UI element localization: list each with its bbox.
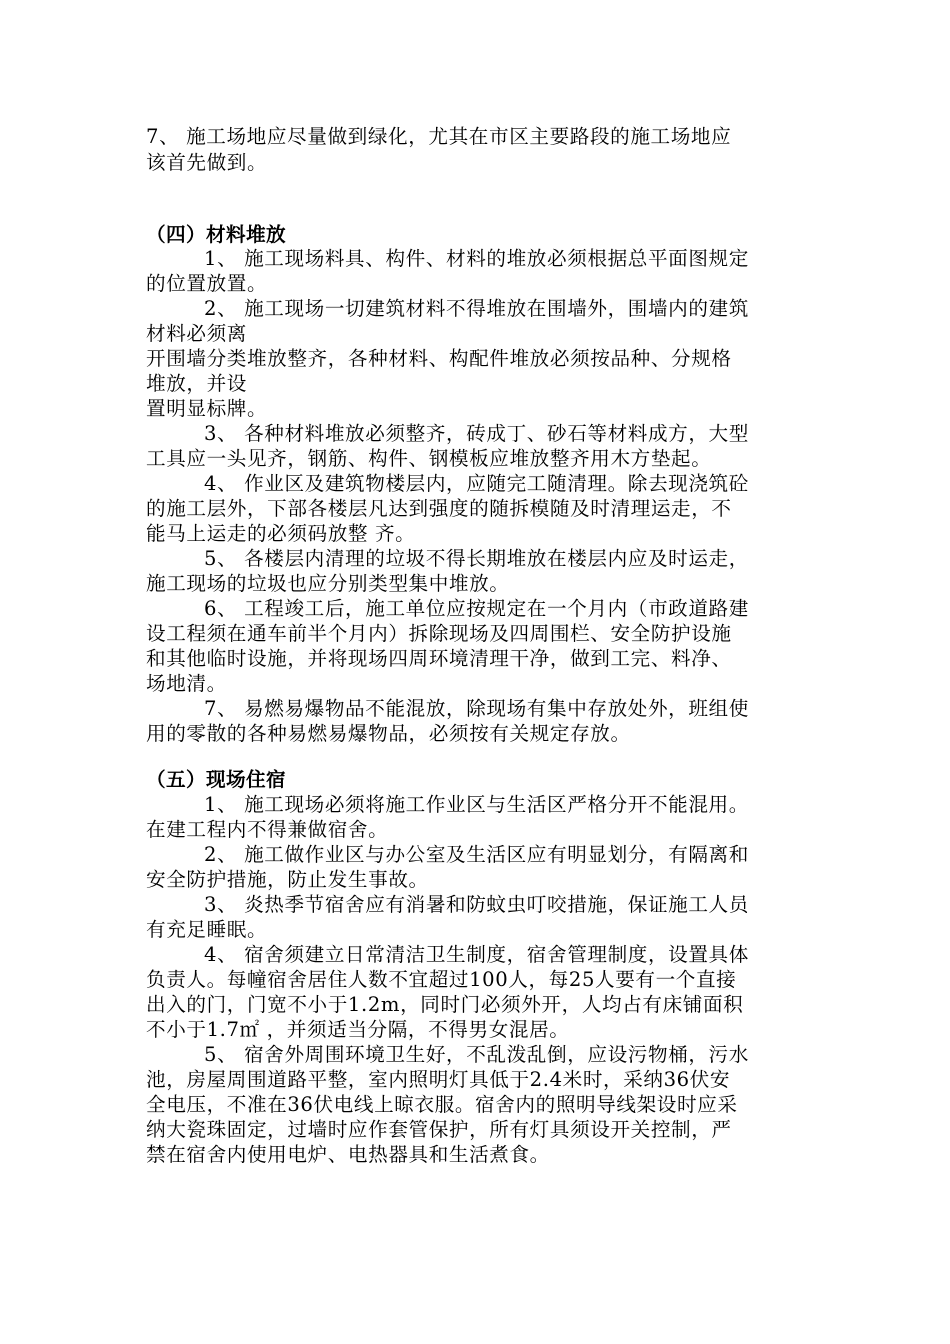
- text-line: 出入的门，门宽不小于1.2m，同时门必须外开，人均占有床铺面积: [146, 993, 744, 1016]
- text-line: 设工程须在通车前半个月内）拆除现场及四周围栏、安全防护设施: [146, 622, 732, 645]
- text-line: 禁在宿舍内使用电炉、电热器具和生活煮食。: [146, 1143, 550, 1166]
- text-line: 1、 施工现场必须将施工作业区与生活区严格分开不能混用。: [204, 793, 749, 816]
- text-line: 5、 各楼层内清理的垃圾不得长期堆放在楼层内应及时运走，: [204, 547, 749, 570]
- text-line: 材料必须离: [146, 322, 247, 345]
- text-line: 该首先做到。: [146, 151, 268, 174]
- text-line: 3、 炎热季节宿舍应有消暑和防蚊虫叮咬措施，保证施工人员: [204, 893, 749, 916]
- text-line: 能马上运走的必须码放整 齐。: [146, 522, 416, 545]
- text-line: 负责人。每幢宿舍居住人数不宜超过100人，每25人要有一个直接: [146, 968, 737, 991]
- text-line: 纳大瓷珠固定，过墙时应作套管保护，所有灯具须设开关控制，严: [146, 1118, 732, 1141]
- text-line: 2、 施工做作业区与办公室及生活区应有明显划分，有隔离和: [204, 843, 749, 866]
- text-line: 4、 作业区及建筑物楼层内，应随完工随清理。除去现浇筑砼: [204, 472, 749, 495]
- section-heading-housing: （五）现场住宿: [146, 768, 286, 791]
- text-line: 在建工程内不得兼做宿舍。: [146, 818, 389, 841]
- text-line: 开围墙分类堆放整齐，各种材料、构配件堆放必须按品种、分规格: [146, 347, 732, 370]
- text-line: 5、 宿舍外周围环境卫生好，不乱泼乱倒，应设污物桶，污水: [204, 1043, 749, 1066]
- text-line: 7、 施工场地应尽量做到绿化，尤其在市区主要路段的施工场地应: [146, 125, 732, 148]
- text-line: 施工现场的垃圾也应分别类型集中堆放。: [146, 572, 510, 595]
- text-line: 堆放，并设: [146, 372, 247, 395]
- text-line: 6、 工程竣工后，施工单位应按规定在一个月内（市政道路建: [204, 597, 749, 620]
- text-line: 工具应一头见齐，钢筋、构件、钢模板应堆放整齐用木方垫起。: [146, 447, 712, 470]
- text-line: 的位置放置。: [146, 272, 268, 295]
- text-line: 不小于1.7㎡ ，并须适当分隔，不得男女混居。: [146, 1018, 570, 1041]
- text-line: 的施工层外，下部各楼层凡达到强度的随拆模随及时清理运走，不: [146, 497, 732, 520]
- text-line: 用的零散的各种易燃易爆物品，必须按有关规定存放。: [146, 722, 631, 745]
- text-line: 1、 施工现场料具、构件、材料的堆放必须根据总平面图规定: [204, 247, 749, 270]
- section-heading-materials: （四）材料堆放: [146, 223, 286, 246]
- text-line: 场地清。: [146, 672, 227, 695]
- text-line: 全电压，不准在36伏电线上晾衣服。宿舍内的照明导线架设时应采: [146, 1093, 738, 1116]
- text-line: 7、 易燃易爆物品不能混放，除现场有集中存放处外，班组使: [204, 697, 749, 720]
- text-line: 3、 各种材料堆放必须整齐，砖成丁、砂石等材料成方，大型: [204, 422, 749, 445]
- text-line: 2、 施工现场一切建筑材料不得堆放在围墙外，围墙内的建筑: [204, 297, 749, 320]
- text-line: 置明显标牌。: [146, 397, 268, 420]
- text-line: 和其他临时设施，并将现场四周环境清理干净，做到工完、料净、: [146, 647, 732, 670]
- text-line: 4、 宿舍须建立日常清洁卫生制度，宿舍管理制度，设置具体: [204, 943, 749, 966]
- text-line: 有充足睡眠。: [146, 918, 268, 941]
- text-line: 池，房屋周围道路平整，室内照明灯具低于2.4米时，采纳36伏安: [146, 1068, 731, 1091]
- text-line: 安全防护措施，防止发生事故。: [146, 868, 429, 891]
